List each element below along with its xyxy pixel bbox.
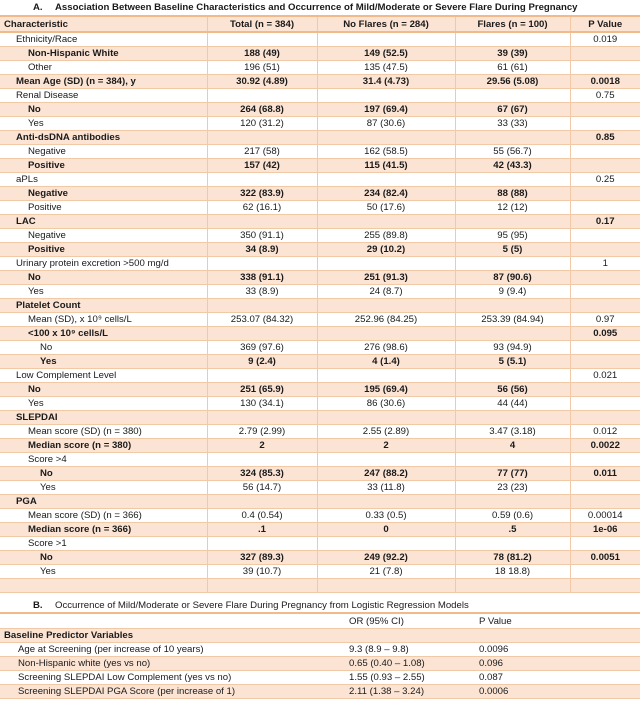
p-value-cell <box>570 103 640 117</box>
flares-cell: 55 (56.7) <box>455 145 570 159</box>
table-row <box>0 89 640 103</box>
no-flares-cell: 86 (30.6) <box>317 397 455 411</box>
row-label: Mean (SD), x 10⁹ cells/L <box>0 313 207 327</box>
p-value-cell: 0.25 <box>570 173 640 187</box>
table-row <box>0 201 640 215</box>
section-label: Baseline Predictor Variables <box>0 629 640 643</box>
header-flares: Flares (n = 100) <box>455 16 570 32</box>
flares-cell <box>455 173 570 187</box>
no-flares-cell: 135 (47.5) <box>317 61 455 75</box>
total-cell: 34 (8.9) <box>207 243 317 257</box>
p-value-cell <box>570 201 640 215</box>
no-flares-cell: 31.4 (4.73) <box>317 75 455 89</box>
total-cell: 264 (68.8) <box>207 103 317 117</box>
row-label: Mean Age (SD) (n = 384), y <box>0 75 207 89</box>
table-row <box>0 243 640 257</box>
no-flares-cell: 276 (98.6) <box>317 341 455 355</box>
row-label: Yes <box>0 285 207 299</box>
table-row <box>0 685 640 699</box>
p-value-cell <box>570 495 640 509</box>
section-row <box>0 629 640 643</box>
total-cell <box>207 327 317 341</box>
p-value-cell <box>570 145 640 159</box>
p-value-cell <box>570 411 640 425</box>
no-flares-cell: 252.96 (84.25) <box>317 313 455 327</box>
p-value-cell: 1e-06 <box>570 523 640 537</box>
p-value-cell: 0.021 <box>570 369 640 383</box>
header-variable <box>0 613 345 629</box>
p-value-cell: 0.0096 <box>475 643 640 657</box>
table-row <box>0 425 640 439</box>
table-row <box>0 643 640 657</box>
no-flares-cell: 234 (82.4) <box>317 187 455 201</box>
p-value-cell <box>570 47 640 61</box>
flares-cell <box>455 299 570 313</box>
no-flares-cell: 195 (69.4) <box>317 383 455 397</box>
table-a-title-text: Association Between Baseline Characteristics and Occurrence of Mild/Moderate or Severe Flare During Pregnancy <box>55 2 578 13</box>
row-label: SLEPDAI <box>0 411 207 425</box>
total-cell: 120 (31.2) <box>207 117 317 131</box>
regression-table <box>0 612 640 699</box>
flares-cell: 77 (77) <box>455 467 570 481</box>
total-cell: 9 (2.4) <box>207 355 317 369</box>
table-row <box>0 397 640 411</box>
p-value-cell <box>570 565 640 579</box>
table-row <box>0 61 640 75</box>
p-value-cell: 0.019 <box>570 32 640 47</box>
flares-cell <box>455 215 570 229</box>
flares-cell <box>455 579 570 593</box>
flares-cell: 18 18.8) <box>455 565 570 579</box>
flares-cell: 42 (43.3) <box>455 159 570 173</box>
no-flares-cell: 29 (10.2) <box>317 243 455 257</box>
no-flares-cell <box>317 131 455 145</box>
no-flares-cell: 251 (91.3) <box>317 271 455 285</box>
p-value-cell <box>570 453 640 467</box>
flares-cell: 78 (81.2) <box>455 551 570 565</box>
table-row <box>0 75 640 89</box>
predictor-label: Age at Screening (per increase of 10 years) <box>0 643 345 657</box>
table-header-row <box>0 16 640 32</box>
total-cell <box>207 173 317 187</box>
p-value-cell: 0.087 <box>475 671 640 685</box>
total-cell: 157 (42) <box>207 159 317 173</box>
row-label: Yes <box>0 355 207 369</box>
p-value-cell <box>570 187 640 201</box>
table-row <box>0 187 640 201</box>
row-label: No <box>0 551 207 565</box>
flares-cell: 39 (39) <box>455 47 570 61</box>
odds-ratio-cell: 2.11 (1.38 – 3.24) <box>345 685 475 699</box>
no-flares-cell <box>317 369 455 383</box>
row-label: Yes <box>0 565 207 579</box>
no-flares-cell: 149 (52.5) <box>317 47 455 61</box>
table-row <box>0 467 640 481</box>
flares-cell: 3.47 (3.18) <box>455 425 570 439</box>
total-cell: 56 (14.7) <box>207 481 317 495</box>
table-row <box>0 327 640 341</box>
row-label: Median score (n = 380) <box>0 439 207 453</box>
header-total: Total (n = 384) <box>207 16 317 32</box>
no-flares-cell <box>317 327 455 341</box>
flares-cell <box>455 453 570 467</box>
flares-cell: 23 (23) <box>455 481 570 495</box>
row-label: No <box>0 383 207 397</box>
flares-cell: 87 (90.6) <box>455 271 570 285</box>
total-cell: 30.92 (4.89) <box>207 75 317 89</box>
baseline-characteristics-table <box>0 15 640 593</box>
no-flares-cell: 21 (7.8) <box>317 565 455 579</box>
no-flares-cell <box>317 173 455 187</box>
no-flares-cell <box>317 32 455 47</box>
total-cell <box>207 32 317 47</box>
flares-cell: 93 (94.9) <box>455 341 570 355</box>
total-cell: 322 (83.9) <box>207 187 317 201</box>
flares-cell <box>455 131 570 145</box>
no-flares-cell <box>317 453 455 467</box>
table-row <box>0 103 640 117</box>
table-row <box>0 32 640 47</box>
row-label: Renal Disease <box>0 89 207 103</box>
flares-cell: 56 (56) <box>455 383 570 397</box>
p-value-cell: 0.0006 <box>475 685 640 699</box>
total-cell <box>207 131 317 145</box>
header-no-flares: No Flares (n = 284) <box>317 16 455 32</box>
table-row <box>0 355 640 369</box>
total-cell: 253.07 (84.32) <box>207 313 317 327</box>
total-cell <box>207 215 317 229</box>
table-a-letter: A. <box>33 2 43 13</box>
row-label: Median score (n = 366) <box>0 523 207 537</box>
p-value-cell: 0.0051 <box>570 551 640 565</box>
no-flares-cell: 50 (17.6) <box>317 201 455 215</box>
no-flares-cell: 115 (41.5) <box>317 159 455 173</box>
total-cell <box>207 537 317 551</box>
predictor-label: Screening SLEPDAI PGA Score (per increase of 1) <box>0 685 345 699</box>
flares-cell <box>455 89 570 103</box>
no-flares-cell <box>317 257 455 271</box>
no-flares-cell: 87 (30.6) <box>317 117 455 131</box>
p-value-cell <box>570 355 640 369</box>
no-flares-cell <box>317 215 455 229</box>
no-flares-cell: 255 (89.8) <box>317 229 455 243</box>
row-label: Score >4 <box>0 453 207 467</box>
row-label: Negative <box>0 145 207 159</box>
row-label: No <box>0 271 207 285</box>
row-label: Anti-dsDNA antibodies <box>0 131 207 145</box>
p-value-cell <box>570 243 640 257</box>
total-cell <box>207 257 317 271</box>
table-row <box>0 271 640 285</box>
total-cell: 251 (65.9) <box>207 383 317 397</box>
p-value-cell <box>570 159 640 173</box>
no-flares-cell: 2.55 (2.89) <box>317 425 455 439</box>
row-label: Other <box>0 61 207 75</box>
no-flares-cell: 247 (88.2) <box>317 467 455 481</box>
no-flares-cell <box>317 579 455 593</box>
p-value-cell: 0.0022 <box>570 439 640 453</box>
total-cell: 2 <box>207 439 317 453</box>
table-row <box>0 509 640 523</box>
table-row <box>0 671 640 685</box>
row-label: Ethnicity/Race <box>0 32 207 47</box>
row-label: Negative <box>0 187 207 201</box>
row-label: Non-Hispanic White <box>0 47 207 61</box>
no-flares-cell: 24 (8.7) <box>317 285 455 299</box>
table-row <box>0 313 640 327</box>
row-label: aPLs <box>0 173 207 187</box>
row-label: Platelet Count <box>0 299 207 313</box>
no-flares-cell <box>317 537 455 551</box>
table-b-letter: B. <box>33 600 43 611</box>
total-cell: 350 (91.1) <box>207 229 317 243</box>
total-cell: 2.79 (2.99) <box>207 425 317 439</box>
table-row <box>0 453 640 467</box>
flares-cell <box>455 369 570 383</box>
total-cell: 188 (49) <box>207 47 317 61</box>
row-label: Yes <box>0 481 207 495</box>
no-flares-cell: 33 (11.8) <box>317 481 455 495</box>
p-value-cell <box>570 117 640 131</box>
total-cell: 338 (91.1) <box>207 271 317 285</box>
total-cell: 33 (8.9) <box>207 285 317 299</box>
flares-cell <box>455 257 570 271</box>
flares-cell: 5 (5) <box>455 243 570 257</box>
table-header-row <box>0 613 640 629</box>
no-flares-cell: 4 (1.4) <box>317 355 455 369</box>
table-row <box>0 383 640 397</box>
flares-cell <box>455 411 570 425</box>
row-label: Positive <box>0 201 207 215</box>
table-a-title <box>33 2 641 13</box>
p-value-cell <box>570 271 640 285</box>
no-flares-cell <box>317 299 455 313</box>
row-label <box>0 579 207 593</box>
total-cell <box>207 89 317 103</box>
table-row <box>0 579 640 593</box>
flares-cell: 44 (44) <box>455 397 570 411</box>
p-value-cell <box>570 481 640 495</box>
no-flares-cell <box>317 411 455 425</box>
row-label: Yes <box>0 117 207 131</box>
flares-cell: 33 (33) <box>455 117 570 131</box>
p-value-cell: 1 <box>570 257 640 271</box>
flares-cell: 253.39 (84.94) <box>455 313 570 327</box>
p-value-cell: 0.97 <box>570 313 640 327</box>
p-value-cell <box>570 61 640 75</box>
flares-cell <box>455 537 570 551</box>
total-cell <box>207 411 317 425</box>
row-label: LAC <box>0 215 207 229</box>
row-label: No <box>0 467 207 481</box>
header-p-value: P Value <box>475 613 640 629</box>
table-row <box>0 145 640 159</box>
p-value-cell: 0.0018 <box>570 75 640 89</box>
p-value-cell: 0.17 <box>570 215 640 229</box>
row-label: Yes <box>0 397 207 411</box>
predictor-label: Screening SLEPDAI Low Complement (yes vs no) <box>0 671 345 685</box>
row-label: Low Complement Level <box>0 369 207 383</box>
no-flares-cell: 2 <box>317 439 455 453</box>
table-row <box>0 369 640 383</box>
header-p-value: P Value <box>570 16 640 32</box>
table-row <box>0 411 640 425</box>
total-cell <box>207 495 317 509</box>
p-value-cell: 0.012 <box>570 425 640 439</box>
table-row <box>0 523 640 537</box>
p-value-cell <box>570 299 640 313</box>
row-label: Positive <box>0 159 207 173</box>
row-label: Mean score (SD) (n = 380) <box>0 425 207 439</box>
table-row <box>0 299 640 313</box>
flares-cell: 9 (9.4) <box>455 285 570 299</box>
no-flares-cell: 162 (58.5) <box>317 145 455 159</box>
total-cell: 39 (10.7) <box>207 565 317 579</box>
p-value-cell: 0.85 <box>570 131 640 145</box>
table-row <box>0 481 640 495</box>
flares-cell: 0.59 (0.6) <box>455 509 570 523</box>
predictor-label: Non-Hispanic white (yes vs no) <box>0 657 345 671</box>
table-row <box>0 495 640 509</box>
table-row <box>0 551 640 565</box>
flares-cell: 61 (61) <box>455 61 570 75</box>
total-cell <box>207 299 317 313</box>
flares-cell: .5 <box>455 523 570 537</box>
row-label: No <box>0 103 207 117</box>
p-value-cell: 0.75 <box>570 89 640 103</box>
table-row <box>0 341 640 355</box>
p-value-cell <box>570 285 640 299</box>
total-cell <box>207 579 317 593</box>
row-label: Mean score (SD) (n = 366) <box>0 509 207 523</box>
p-value-cell: 0.00014 <box>570 509 640 523</box>
flares-cell: 5 (5.1) <box>455 355 570 369</box>
row-label: No <box>0 341 207 355</box>
no-flares-cell: 0 <box>317 523 455 537</box>
table-row <box>0 159 640 173</box>
no-flares-cell <box>317 495 455 509</box>
table-row <box>0 47 640 61</box>
total-cell: 62 (16.1) <box>207 201 317 215</box>
table-row <box>0 565 640 579</box>
p-value-cell <box>570 341 640 355</box>
table-row <box>0 215 640 229</box>
table-row <box>0 285 640 299</box>
table-b-title <box>33 600 641 611</box>
row-label: Urinary protein excretion >500 mg/d <box>0 257 207 271</box>
p-value-cell <box>570 383 640 397</box>
odds-ratio-cell: 1.55 (0.93 – 2.55) <box>345 671 475 685</box>
flares-cell <box>455 327 570 341</box>
table-row <box>0 257 640 271</box>
flares-cell: 95 (95) <box>455 229 570 243</box>
total-cell: 327 (89.3) <box>207 551 317 565</box>
total-cell: 0.4 (0.54) <box>207 509 317 523</box>
total-cell <box>207 369 317 383</box>
table-row <box>0 537 640 551</box>
row-label: Negative <box>0 229 207 243</box>
flares-cell <box>455 495 570 509</box>
total-cell: .1 <box>207 523 317 537</box>
odds-ratio-cell: 0.65 (0.40 – 1.08) <box>345 657 475 671</box>
flares-cell: 12 (12) <box>455 201 570 215</box>
total-cell: 217 (58) <box>207 145 317 159</box>
total-cell: 324 (85.3) <box>207 467 317 481</box>
no-flares-cell <box>317 89 455 103</box>
table-row <box>0 117 640 131</box>
row-label: <100 x 10⁹ cells/L <box>0 327 207 341</box>
total-cell: 130 (34.1) <box>207 397 317 411</box>
table-row <box>0 131 640 145</box>
table-row <box>0 657 640 671</box>
table-b-title-text: Occurrence of Mild/Moderate or Severe Flare During Pregnancy from Logistic Regression Models <box>55 600 469 611</box>
p-value-cell <box>570 537 640 551</box>
p-value-cell <box>570 579 640 593</box>
header-or: OR (95% CI) <box>345 613 475 629</box>
table-row <box>0 229 640 243</box>
total-cell: 369 (97.6) <box>207 341 317 355</box>
row-label: Positive <box>0 243 207 257</box>
no-flares-cell: 0.33 (0.5) <box>317 509 455 523</box>
p-value-cell: 0.096 <box>475 657 640 671</box>
total-cell <box>207 453 317 467</box>
table-row <box>0 439 640 453</box>
flares-cell: 4 <box>455 439 570 453</box>
p-value-cell: 0.095 <box>570 327 640 341</box>
header-characteristic: Characteristic <box>0 16 207 32</box>
p-value-cell <box>570 229 640 243</box>
odds-ratio-cell: 9.3 (8.9 – 9.8) <box>345 643 475 657</box>
row-label: Score >1 <box>0 537 207 551</box>
no-flares-cell: 249 (92.2) <box>317 551 455 565</box>
p-value-cell: 0.011 <box>570 467 640 481</box>
row-label: PGA <box>0 495 207 509</box>
total-cell: 196 (51) <box>207 61 317 75</box>
flares-cell: 88 (88) <box>455 187 570 201</box>
p-value-cell <box>570 397 640 411</box>
flares-cell: 29.56 (5.08) <box>455 75 570 89</box>
no-flares-cell: 197 (69.4) <box>317 103 455 117</box>
flares-cell: 67 (67) <box>455 103 570 117</box>
table-row <box>0 173 640 187</box>
flares-cell <box>455 32 570 47</box>
